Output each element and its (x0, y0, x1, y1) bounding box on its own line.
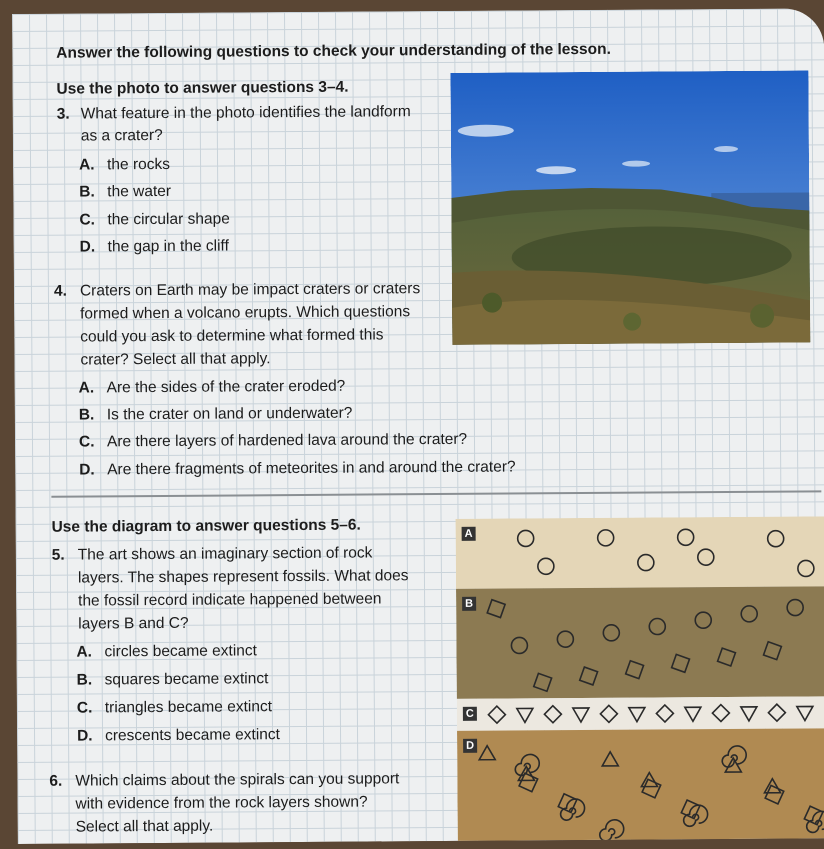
answer-option-d[interactable]: D. Are there fragments of meteorites in and around the crater? (79, 458, 516, 479)
instructions-heading: Answer the following questions to check your understanding of the lesson. (56, 40, 611, 62)
question-stem: crater? Select all that apply. (80, 350, 271, 369)
answer-option-c[interactable]: C. triangles became extinct (76, 698, 273, 717)
question-stem: layers B and C? (78, 614, 189, 633)
question-stem: the fossil record indicate happened between (78, 590, 382, 610)
photo-section-intro: Use the photo to answer questions 3–4. (56, 78, 349, 98)
question-stem: with evidence from the rock layers shown? (75, 793, 368, 813)
answer-option-d[interactable]: D. crescents became extinct (76, 726, 280, 745)
question-stem: Craters on Earth may be impact craters or craters (79, 280, 421, 300)
question-stem: could you ask to determine what formed this (80, 326, 384, 346)
question-stem: Select all that apply. (75, 817, 214, 836)
question-stem: layers. The shapes represent fossils. What does (77, 567, 409, 587)
answer-option-d[interactable]: D. the gap in the cliff (79, 237, 229, 256)
layer-label-a: A (462, 527, 476, 541)
answer-option-a[interactable]: A. the rocks (78, 155, 171, 174)
question-stem: formed when a volcano erupts. Which questions (80, 303, 411, 323)
diagram-section-intro: Use the diagram to answer questions 5–6. (51, 516, 361, 536)
layer-label-b: B (462, 597, 476, 611)
workbook-page (12, 8, 824, 844)
answer-option-b[interactable]: B. Is the crater on land or underwater? (78, 404, 353, 424)
layer-label-d: D (463, 739, 477, 753)
question-stem: What feature in the photo identifies the landform (80, 103, 411, 123)
question-number: 3. (56, 105, 70, 123)
answer-option-b[interactable]: B. the water (79, 182, 172, 201)
question-stem: as a crater? (80, 126, 163, 145)
answer-option-c[interactable]: C. the circular shape (79, 210, 230, 229)
question-number: 5. (51, 546, 65, 564)
question-number: 4. (53, 282, 67, 300)
rock-layers-diagram (456, 516, 824, 841)
answer-option-a[interactable]: A. Are the sides of the crater eroded? (78, 377, 346, 397)
section-divider (51, 490, 821, 497)
question-number: 6. (49, 772, 63, 790)
rock-layers-svg (456, 516, 824, 841)
question-stem: The art shows an imaginary section of rock (77, 544, 373, 564)
answer-option-a[interactable]: A. circles became extinct (76, 642, 257, 661)
layer-a-band (456, 516, 824, 589)
answer-option-c[interactable]: C. Are there layers of hardened lava around the crater? (78, 430, 468, 451)
answer-option-b[interactable]: B. squares became extinct (76, 670, 269, 689)
crater-photo (450, 70, 810, 344)
layer-label-c: C (463, 707, 477, 721)
question-stem: Which claims about the spirals can you support (75, 770, 400, 790)
